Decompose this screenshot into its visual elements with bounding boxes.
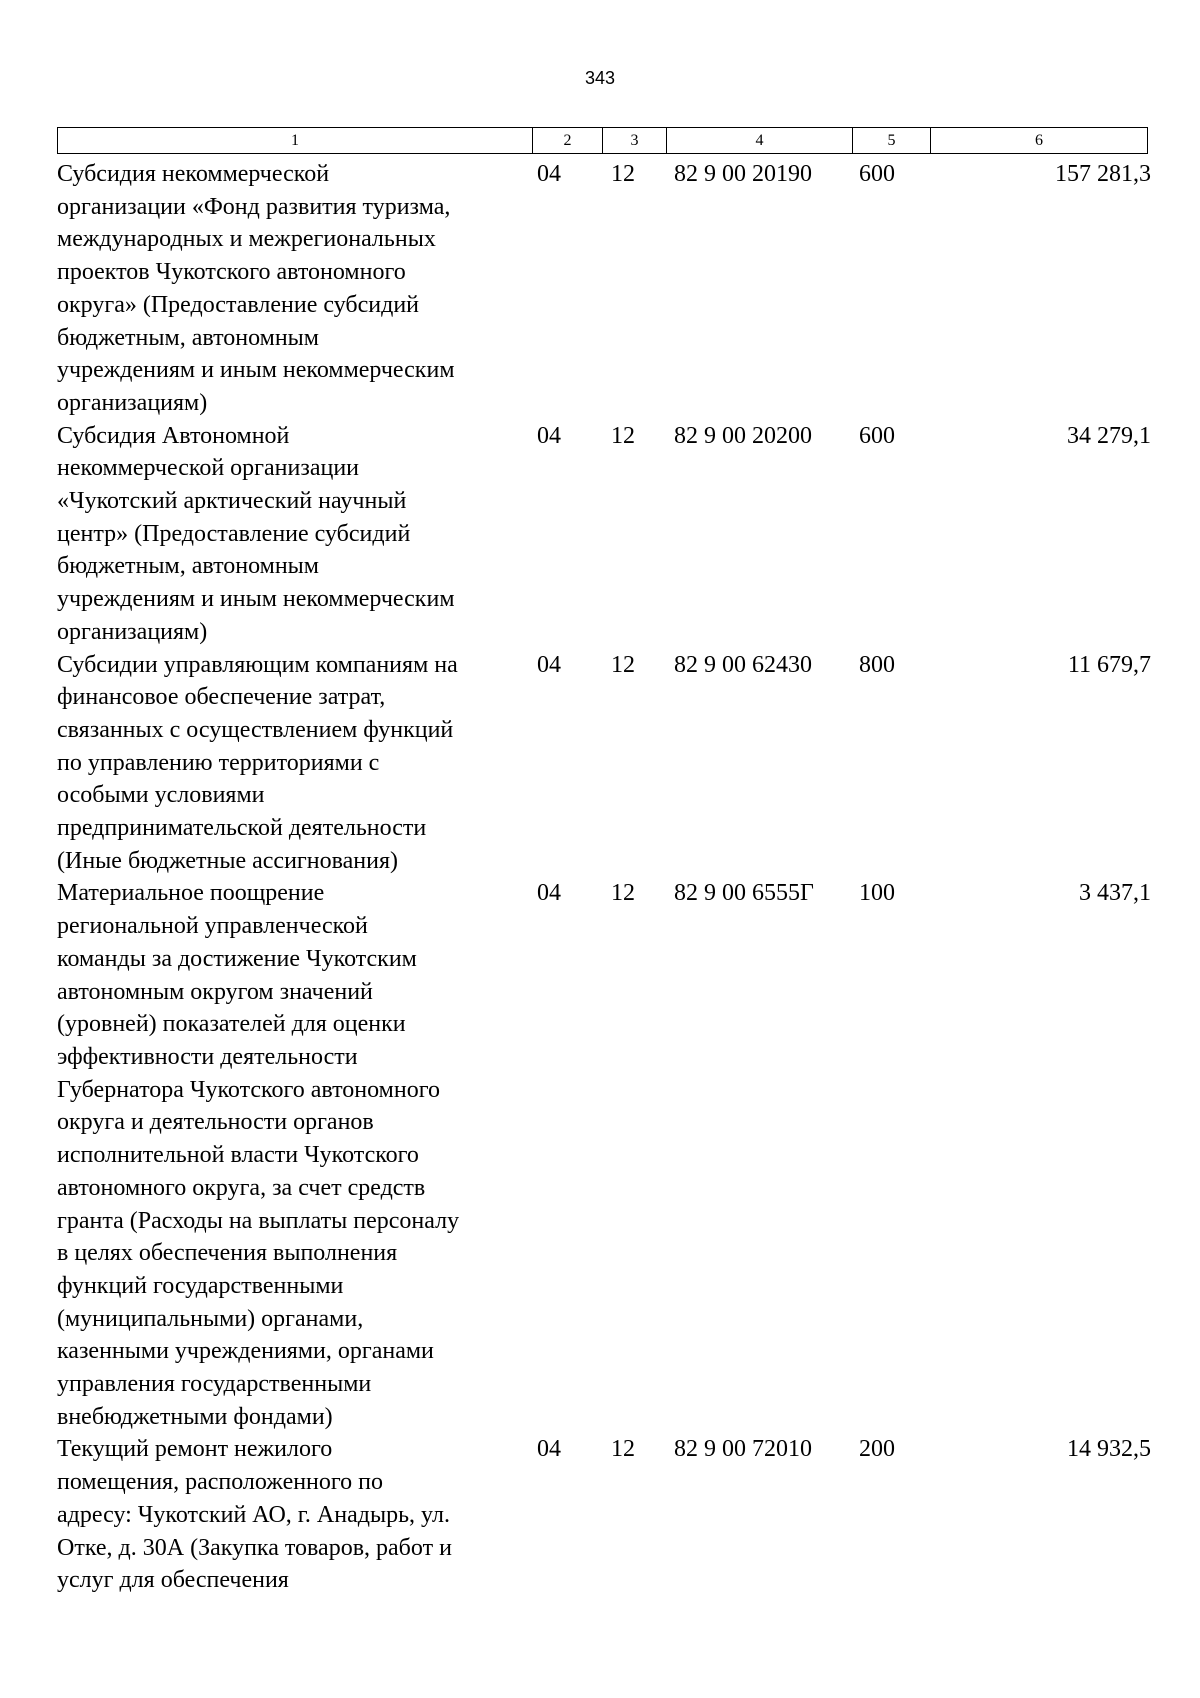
row-target-article: 82 9 00 6555Г bbox=[674, 880, 814, 907]
row-expense-type: 200 bbox=[859, 1436, 895, 1463]
header-col-2: 2 bbox=[533, 128, 603, 154]
table-row bbox=[57, 649, 1151, 878]
row-description: Текущий ремонт нежилого помещения, расположенного по адресу: Чукотский АО, г. Анадырь, ул. Отке, д. 30А (Закупка товаров, работ и услуг для обеспечения bbox=[57, 1436, 452, 1594]
row-amount: 157 281,3 bbox=[1055, 161, 1151, 187]
header-col-3: 3 bbox=[603, 128, 667, 154]
row-amount: 3 437,1 bbox=[1079, 880, 1151, 907]
row-amount: 11 679,7 bbox=[1067, 651, 1151, 678]
row-target-article: 82 9 00 72010 bbox=[674, 1436, 812, 1463]
row-subsection: 12 bbox=[611, 422, 635, 449]
column-number-header bbox=[57, 127, 1148, 154]
row-target-article: 82 9 00 62430 bbox=[674, 651, 812, 678]
row-subsection: 12 bbox=[611, 161, 635, 187]
row-section: 04 bbox=[537, 1436, 561, 1463]
row-subsection: 12 bbox=[611, 651, 635, 678]
row-section: 04 bbox=[537, 422, 561, 449]
row-expense-type: 800 bbox=[859, 651, 895, 678]
header-col-6: 6 bbox=[931, 128, 1148, 154]
page-number: 343 bbox=[584, 68, 616, 88]
row-subsection: 12 bbox=[611, 1436, 635, 1463]
table-row bbox=[57, 1433, 1151, 1597]
row-section: 04 bbox=[537, 161, 561, 187]
row-expense-type: 600 bbox=[859, 422, 895, 449]
row-description: Субсидия Автономной некоммерческой организации «Чукотский арктический научный центр» (Предоставление субсидий бюджетным, автономным учреждениям и иным некоммерческим организациям) bbox=[57, 422, 455, 645]
header-col-4: 4 bbox=[667, 128, 853, 154]
budget-table-body bbox=[57, 158, 1151, 1597]
row-target-article: 82 9 00 20190 bbox=[674, 161, 812, 187]
row-description: Субсидия некоммерческой организации «Фонд развития туризма, международных и межрегиональных проектов Чукотского автономного округа» (Предоставление субсидий бюджетным, автономным учреждениям и иным некоммерческим организациям) bbox=[57, 161, 455, 416]
table-row bbox=[57, 420, 1151, 649]
header-col-1: 1 bbox=[58, 128, 533, 154]
row-expense-type: 100 bbox=[859, 880, 895, 907]
row-target-article: 82 9 00 20200 bbox=[674, 422, 812, 449]
row-section: 04 bbox=[537, 651, 561, 678]
row-amount: 34 279,1 bbox=[1067, 422, 1151, 449]
row-section: 04 bbox=[537, 880, 561, 907]
table-row bbox=[57, 877, 1151, 1433]
table-row bbox=[57, 158, 1151, 420]
row-subsection: 12 bbox=[611, 880, 635, 907]
row-expense-type: 600 bbox=[859, 161, 895, 187]
row-description: Субсидии управляющим компаниям на финансовое обеспечение затрат, связанных с осуществлением функций по управлению территориями с особыми условиями предпринимательской деятельности (Иные бюджетные ассигнования) bbox=[57, 651, 458, 874]
row-description: Материальное поощрение региональной управленческой команды за достижение Чукотским автономным округом значений (уровней) показателей для оценки эффективности деятельности Губернатора Чукотского автономного округа и деятельности органов исполнительной власти Чукотского автономного округа, за счет средств гранта (Расходы на выплаты персоналу в целях обеспечения выполнения функций государственными (муниципальными) органами, казенными учреждениями, органами управления государственными внебюджетными фондами) bbox=[57, 880, 460, 1430]
row-amount: 14 932,5 bbox=[1067, 1436, 1151, 1463]
header-col-5: 5 bbox=[853, 128, 931, 154]
